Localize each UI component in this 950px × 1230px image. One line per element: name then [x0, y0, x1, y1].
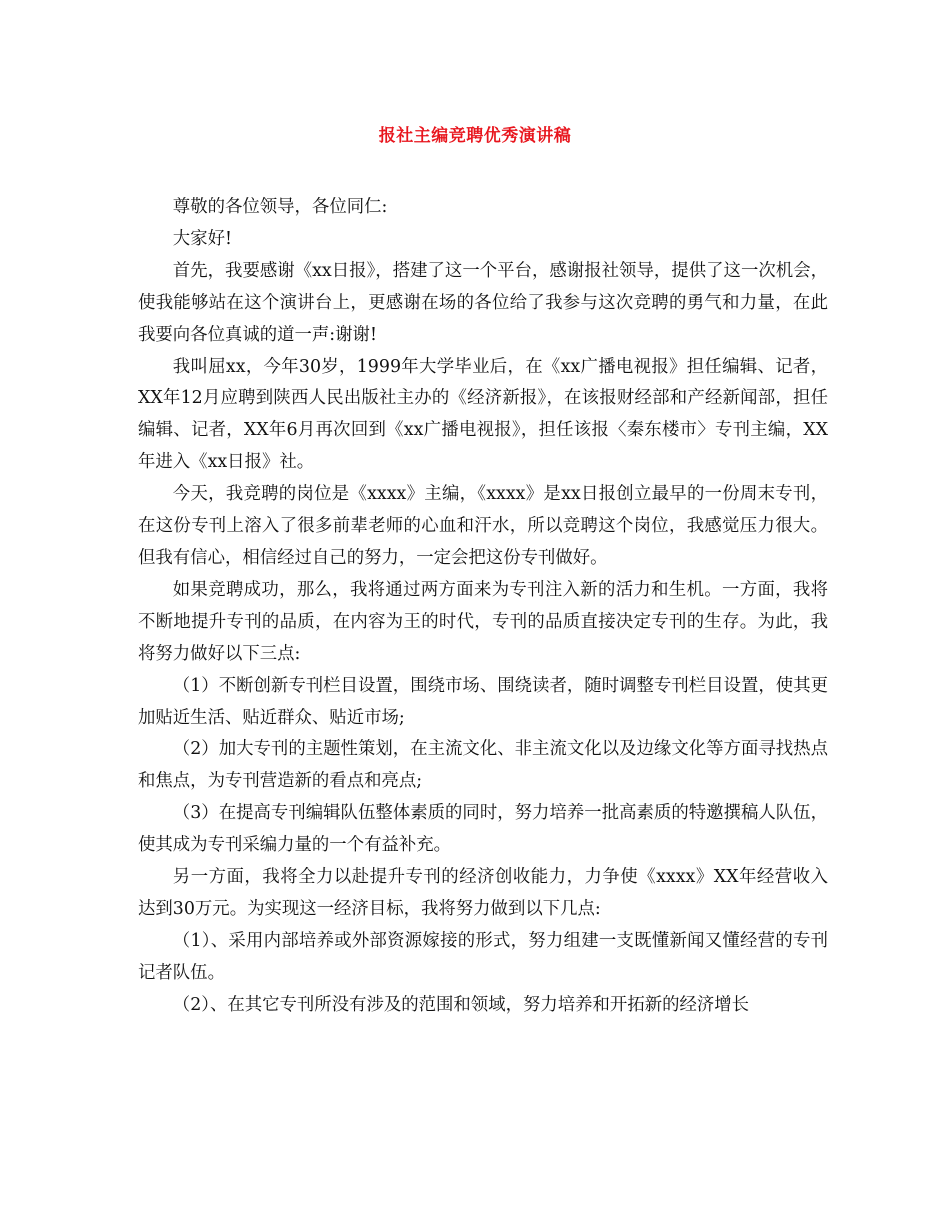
paragraph-quality-point-3: （3）在提高专刊编辑队伍整体素质的同时，努力培养一批高素质的特邀撰稿人队伍，使其成为专刊采编力量的一个有益补充。	[138, 803, 828, 856]
paragraph-thanks: 首先，我要感谢《xx日报》，搭建了这一个平台，感谢报社领导，提供了这一次机会，使我能够站在这个演讲台上，更感谢在场的各位给了我参与这次竞聘的勇气和力量，在此我要向各位真诚的道一声:谢谢!	[138, 260, 828, 345]
paragraph-revenue-point-1: （1）、采用内部培养或外部资源嫁接的形式，努力组建一支既懂新闻又懂经营的专刊记者队伍。	[138, 930, 828, 983]
document-body	[138, 192, 828, 1022]
paragraph-revenue-point-2: （2）、在其它专刊所没有涉及的范围和领域，努力培养和开拓新的经济增长	[172, 994, 750, 1015]
paragraph-quality-point-1: （1）不断创新专刊栏目设置，围绕市场、围绕读者，随时调整专刊栏目设置，使其更加贴近生活、贴近群众、贴近市场;	[138, 675, 828, 728]
paragraph-salutation: 尊敬的各位领导，各位同仁:	[172, 197, 388, 217]
paragraph-position: 今天，我竞聘的岗位是《xxxx》主编，《xxxx》是xx日报创立最早的一份周末专刊，在这份专刊上溶入了很多前辈老师的心血和汗水，所以竞聘这个岗位，我感觉压力很大。但我有信心，相信经过自己的努力，一定会把这份专刊做好。	[138, 484, 828, 568]
paragraph-greeting: 大家好!	[172, 228, 232, 249]
document-title: 报社主编竞聘优秀演讲稿	[378, 126, 572, 146]
paragraph-plan-revenue: 另一方面，我将全力以赴提升专刊的经济创收能力，力争使《xxxx》XX年经营收入达到30万元。为实现这一经济目标，我将努力做到以下几点:	[138, 867, 828, 919]
paragraph-plan-quality: 如果竞聘成功，那么，我将通过两方面来为专刊注入新的活力和生机。一方面，我将不断地提升专刊的品质，在内容为王的时代，专刊的品质直接决定专刊的生存。为此，我将努力做好以下三点:	[138, 579, 828, 664]
paragraph-quality-point-2: （2）加大专刊的主题性策划，在主流文化、非主流文化以及边缘文化等方面寻找热点和焦点，为专刊营造新的看点和亮点;	[138, 739, 828, 792]
paragraph-introduction: 我叫屈xx，今年30岁，1999年大学毕业后，在《xx广播电视报》担任编辑、记者，XX年12月应聘到陕西人民出版社主办的《经济新报》，在该报财经部和产经新闻部，担任编辑、记者，XX年6月再次回到《xx广播电视报》，担任该报〈秦东楼市〉专刊主编，XX年进入《xx日报》社。	[138, 356, 828, 473]
